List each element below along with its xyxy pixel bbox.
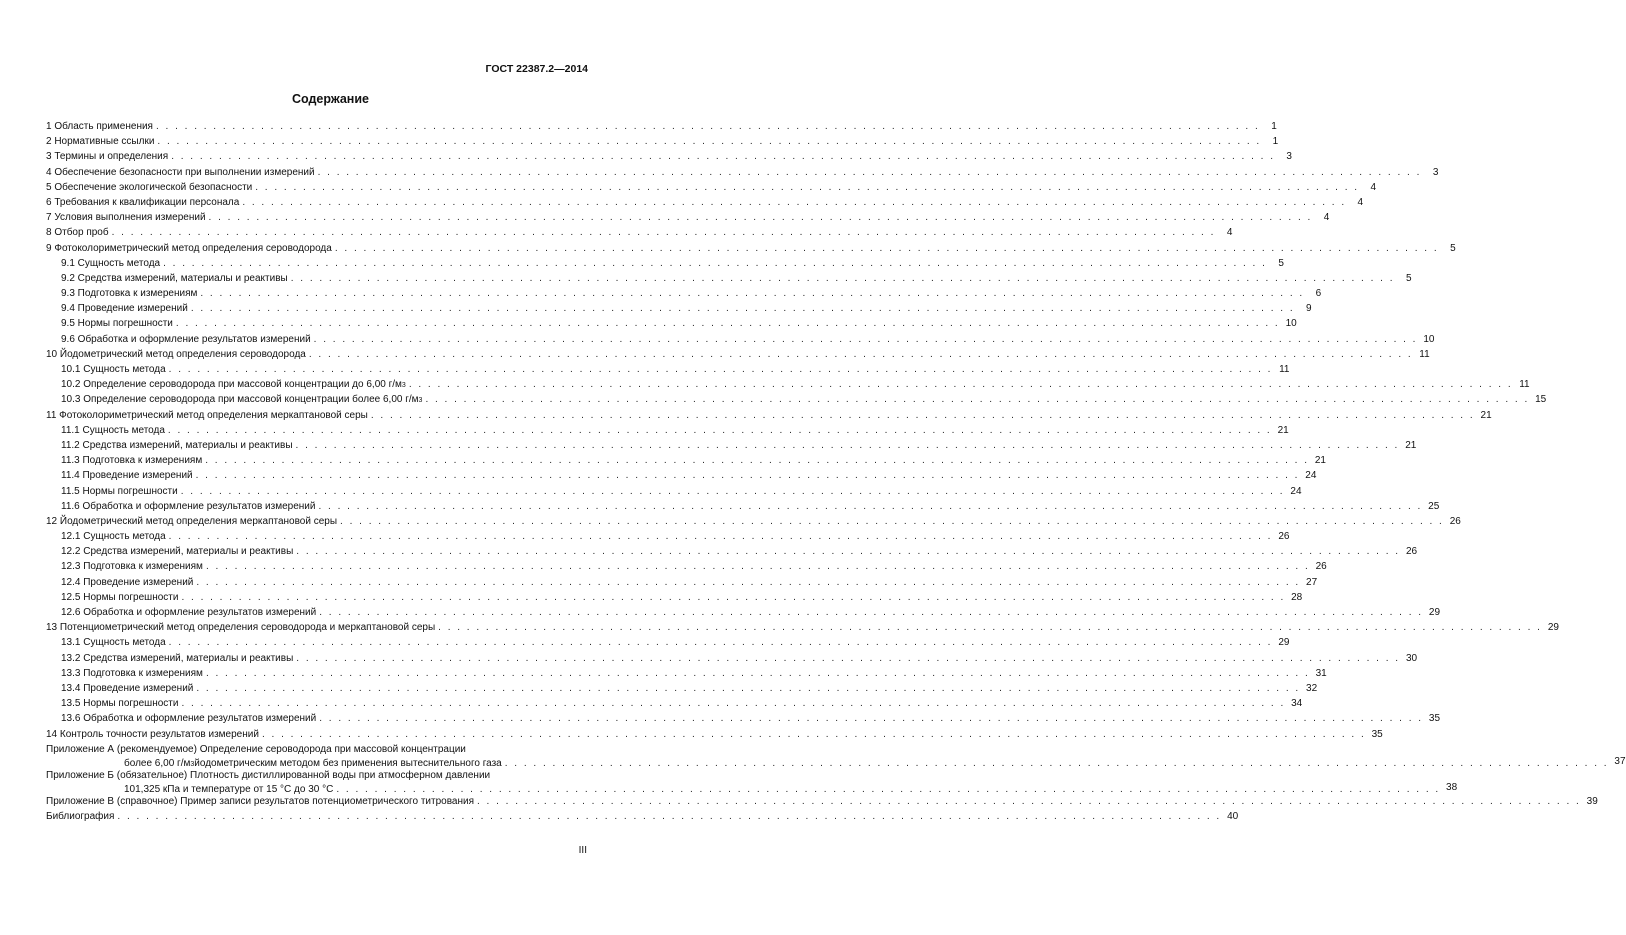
toc-entry-title: 11.3 Подготовка к измерениям (61, 455, 203, 467)
toc-entry-title: 12.6 Обработка и оформление результатов измерений (61, 607, 317, 618)
toc-entry-title: 9.5 Нормы погрешности (61, 318, 173, 330)
dot-leader (153, 120, 1263, 134)
toc-entry[interactable] (46, 424, 1289, 439)
dot-leader (203, 667, 1313, 681)
toc-entry[interactable] (46, 317, 1297, 332)
toc-entry-page: 10 (1285, 318, 1297, 330)
toc-entry[interactable] (46, 652, 1418, 667)
toc-entry-page: 35 (1428, 713, 1441, 725)
toc-entry[interactable] (46, 439, 1417, 454)
toc-entry[interactable] (46, 363, 1290, 378)
toc-entry[interactable] (46, 257, 1284, 272)
dot-leader (422, 393, 1532, 407)
toc-entry[interactable]: 10.3 Определение сероводорода при массовой концентрации более 6,00 г/м 3 . . . 15 (46, 393, 583, 408)
toc-entry[interactable] (46, 769, 1458, 795)
toc-entry-page: 4 (1226, 227, 1233, 239)
toc-entry-page: 4 (1357, 196, 1364, 208)
toc-entry-title: 12.1 Сущность метода (61, 531, 166, 543)
toc-entry-title-line2: более 6,00 г/м (124, 757, 191, 769)
toc-entry[interactable] (46, 591, 1303, 606)
page-number: III (578, 845, 587, 856)
dot-leader (166, 363, 1276, 377)
toc-entry[interactable] (46, 226, 1233, 241)
dot-leader (188, 302, 1298, 316)
toc-entry-page: 21 (1405, 439, 1417, 451)
toc-entry-text-block (46, 743, 1612, 771)
dot-leader (202, 454, 1312, 468)
toc-entry-title: 13 Потенциометрический метод определения сероводорода и меркаптановой серы (46, 622, 436, 634)
toc-entry-title: 11.1 Сущность метода (61, 424, 165, 436)
toc-entry-page: 21 (1277, 424, 1289, 436)
dot-leader (316, 606, 1426, 620)
toc-entry[interactable]: 10.2 Определение сероводорода при массовой концентрации до 6,00 г/м 3 . . . 11 (46, 378, 583, 393)
toc-entry-title: 10.3 Определение сероводорода при массовой концентрации более 6,00 г/м (61, 394, 419, 406)
toc-entry[interactable] (46, 606, 1441, 621)
toc-entry-page: 38 (1446, 781, 1458, 793)
toc-entry[interactable] (46, 576, 1318, 591)
toc-entry-title: 13.4 Проведение измерений (61, 682, 194, 694)
toc-entry-title: 9.1 Сущность метода (61, 257, 161, 269)
toc-entry[interactable] (46, 242, 1456, 257)
toc-entry-page: 5 (1450, 242, 1456, 254)
toc-entry-page: 31 (1315, 667, 1327, 679)
dot-leader (178, 485, 1288, 499)
toc-entry-title: 13.1 Сущность метода (61, 637, 166, 649)
toc-entry[interactable] (46, 545, 1418, 560)
toc-entry[interactable] (46, 810, 1239, 825)
toc-entry-title: 14 Контроль точности результатов измерений (46, 728, 259, 740)
toc-entry-title: 10 Йодометрический метод определения сероводорода (46, 348, 306, 360)
toc-entry[interactable] (46, 560, 1327, 575)
toc-entry-title-line2-tail: йодометрическим методом без применения вытеснительного газа (194, 757, 502, 769)
toc-entry[interactable] (46, 150, 1292, 165)
toc-entry-page: 21 (1480, 409, 1492, 421)
toc-entry[interactable] (46, 667, 1327, 682)
toc-entry-page: 15 (1535, 394, 1547, 406)
dot-leader (166, 636, 1276, 650)
toc-entry-title: 9.6 Обработка и оформление результатов измерений (61, 333, 311, 345)
dot-leader (239, 196, 1349, 210)
toc-entry-title: 10.2 Определение сероводорода при массовой концентрации до 6,00 г/м (61, 379, 402, 391)
toc-entry[interactable] (46, 728, 1383, 743)
dot-leader (154, 135, 1264, 149)
toc-entry-title: 12.4 Проведение измерений (61, 576, 194, 588)
toc-entry[interactable] (46, 515, 1461, 530)
toc-entry[interactable] (46, 682, 1318, 697)
toc-entry-page: 1 (1272, 136, 1279, 148)
document-header-id: ГОСТ 22387.2—2014 (485, 63, 588, 75)
toc-entry[interactable] (46, 636, 1290, 651)
dot-leader (178, 591, 1288, 605)
dot-leader (474, 795, 1584, 809)
toc-entry[interactable] (46, 135, 1279, 150)
toc-entry-page: 26 (1278, 531, 1290, 543)
toc-entry-page: 10 (1423, 333, 1435, 345)
toc-entry-page: 5 (1405, 272, 1412, 284)
toc-entry-title: 11.6 Обработка и оформление результатов измерений (61, 500, 316, 512)
toc-entry-title: 11.4 Проведение измерений (61, 470, 193, 482)
toc-entry-title: 3 Термины и определения (46, 151, 169, 163)
toc-entry-page: 28 (1291, 591, 1303, 603)
toc-entry-title-line2: 101,325 кПа и температуре от 15 °C до 30 °C (124, 783, 334, 795)
toc-entry[interactable] (46, 302, 1312, 317)
toc-entry-title: Приложение А (рекомендуемое) Определение сероводорода при массовой концентрации (46, 743, 466, 755)
toc-entry[interactable] (46, 485, 1302, 500)
toc-entry[interactable] (46, 272, 1412, 287)
toc-entry-page: 39 (1586, 795, 1598, 807)
toc-entry-title: 11 Фотоколориметрический метод определения меркаптановой серы (46, 409, 368, 421)
dot-leader (293, 439, 1403, 453)
dot-leader (316, 712, 1426, 726)
dot-leader (178, 697, 1288, 711)
toc-entry-title: 7 Условия выполнения измерений (46, 212, 206, 224)
toc-entry-title: 13.5 Нормы погрешности (61, 698, 179, 710)
dot-leader (293, 652, 1403, 666)
toc-entry[interactable] (46, 469, 1317, 484)
dot-leader (166, 530, 1276, 544)
page-title: Содержание (291, 92, 369, 106)
toc-entry-page: 35 (1371, 728, 1383, 740)
dot-leader (259, 728, 1369, 742)
toc-entry-page: 32 (1306, 682, 1318, 694)
toc-entry-page: 3 (1286, 151, 1292, 163)
toc-entry-title: 13.2 Средства измерений, материалы и реактивы (61, 652, 294, 664)
toc-entry-page: 11 (1519, 379, 1530, 391)
toc-entry-title: 6 Требования к квалификации персонала (46, 196, 240, 208)
toc-entry[interactable] (46, 166, 1439, 181)
toc-entry-title-continuation: более 6,00 г/м 3 йодометрическим методом без применения вытеснительного газа . . . (46, 757, 1612, 771)
dot-leader (252, 181, 1362, 195)
toc-entry-page: 24 (1305, 470, 1317, 482)
toc-entry-page: 3 (1432, 166, 1439, 178)
toc-entry[interactable] (46, 795, 1598, 810)
toc-entry-page: 4 (1323, 212, 1330, 224)
toc-entry-page: 5 (1278, 257, 1284, 269)
toc-entry-title: 2 Нормативные ссылки (46, 136, 155, 148)
dot-leader (406, 378, 1516, 392)
dot-leader (293, 545, 1403, 559)
toc-entry[interactable] (46, 454, 1326, 469)
dot-leader (337, 515, 1447, 529)
toc-entry-page: 9 (1306, 303, 1312, 315)
dot-leader (193, 469, 1303, 483)
toc-entry-page: 26 (1449, 515, 1461, 527)
toc-entry-page: 26 (1315, 561, 1327, 573)
dot-leader (315, 166, 1425, 180)
dot-leader (197, 287, 1307, 301)
toc-entry[interactable] (46, 500, 1440, 515)
toc-entry-title: 9.2 Средства измерений, материалы и реактивы (61, 272, 288, 284)
toc-entry[interactable] (46, 348, 1430, 363)
dot-leader (168, 150, 1278, 164)
dot-leader (193, 576, 1303, 590)
dot-leader (109, 226, 1219, 240)
toc-entry[interactable] (46, 409, 1492, 424)
toc-entry-page: 1 (1271, 121, 1277, 132)
toc-entry-page: 11 (1419, 348, 1430, 360)
toc-entry-page: 24 (1290, 485, 1302, 497)
dot-leader (114, 810, 1224, 824)
toc-entry-title: 12 Йодометрический метод определения меркаптановой серы (46, 515, 338, 527)
toc-entry-page: 4 (1370, 181, 1377, 193)
toc-entry[interactable] (46, 211, 1330, 226)
toc-entry-page: 30 (1405, 652, 1418, 664)
toc-entry[interactable] (46, 743, 1626, 769)
toc-entry-title: 12.5 Нормы погрешности (61, 591, 179, 603)
table-of-contents (46, 120, 1626, 825)
toc-entry-title: 8 Отбор проб (46, 227, 109, 239)
toc-entry-page: 11 (1279, 364, 1290, 375)
dot-leader (315, 500, 1425, 514)
toc-entry-title: 4 Обеспечение безопасности при выполнении измерений (46, 166, 315, 178)
toc-entry-title: 9 Фотоколориметрический метод определения сероводорода (46, 242, 332, 254)
dot-leader (203, 560, 1313, 574)
toc-entry-page: 21 (1314, 455, 1326, 467)
toc-entry-page: 29 (1547, 622, 1559, 634)
toc-entry[interactable] (46, 712, 1441, 727)
toc-entry[interactable] (46, 621, 1559, 636)
toc-entry-page: 40 (1227, 810, 1239, 822)
toc-entry-page: 34 (1291, 698, 1303, 710)
dot-leader (160, 257, 1270, 271)
toc-entry-page: 6 (1315, 288, 1322, 300)
toc-entry[interactable] (46, 530, 1290, 545)
dot-leader (332, 242, 1442, 256)
dot-leader (311, 333, 1421, 347)
dot-leader (173, 317, 1283, 331)
toc-entry-title: 13.3 Подготовка к измерениям (61, 667, 203, 679)
toc-entry-page: 27 (1306, 576, 1318, 588)
toc-entry-title: Приложение Б (обязательное) Плотность дистиллированной воды при атмосферном давлении (46, 769, 491, 781)
dot-leader (206, 211, 1316, 225)
toc-entry-title: 1 Область применения (46, 121, 153, 132)
toc-entry-title: 9.4 Проведение измерений (61, 303, 188, 315)
toc-entry-page: 29 (1278, 637, 1290, 649)
dot-leader (193, 682, 1303, 696)
toc-entry-page: 26 (1405, 546, 1418, 558)
toc-entry-title: 10.1 Сущность метода (61, 364, 166, 375)
dot-leader (165, 424, 1275, 438)
toc-entry-title: 11.2 Средства измерений, материалы и реактивы (61, 439, 293, 451)
toc-entry-title: 5 Обеспечение экологической безопасности (46, 181, 253, 193)
toc-entry-page: 37 (1614, 755, 1626, 767)
toc-entry-title: 11.5 Нормы погрешности (61, 485, 178, 497)
toc-entry[interactable] (46, 181, 1377, 196)
toc-entry-text-block (46, 769, 1443, 797)
toc-entry-page: 29 (1428, 607, 1441, 618)
toc-entry[interactable] (46, 333, 1435, 348)
dot-leader (368, 409, 1478, 423)
toc-entry-title: 9.3 Подготовка к измерениям (61, 288, 198, 300)
toc-entry-title: Приложение В (справочное) Пример записи результатов потенциометрического титрования (46, 795, 474, 807)
toc-entry-title: 12.2 Средства измерений, материалы и реактивы (61, 546, 294, 558)
toc-entry-title: 13.6 Обработка и оформление результатов измерений (61, 713, 317, 725)
toc-entry[interactable] (46, 120, 1277, 135)
dot-leader (306, 348, 1416, 362)
toc-entry[interactable] (46, 196, 1364, 211)
dot-leader (288, 272, 1398, 286)
toc-entry-title: Библиография (46, 810, 115, 822)
toc-entry-title: 12.3 Подготовка к измерениям (61, 561, 203, 573)
dot-leader (435, 621, 1545, 635)
toc-entry[interactable] (46, 287, 1322, 302)
toc-entry[interactable] (46, 697, 1303, 712)
toc-entry-page: 25 (1428, 500, 1440, 512)
